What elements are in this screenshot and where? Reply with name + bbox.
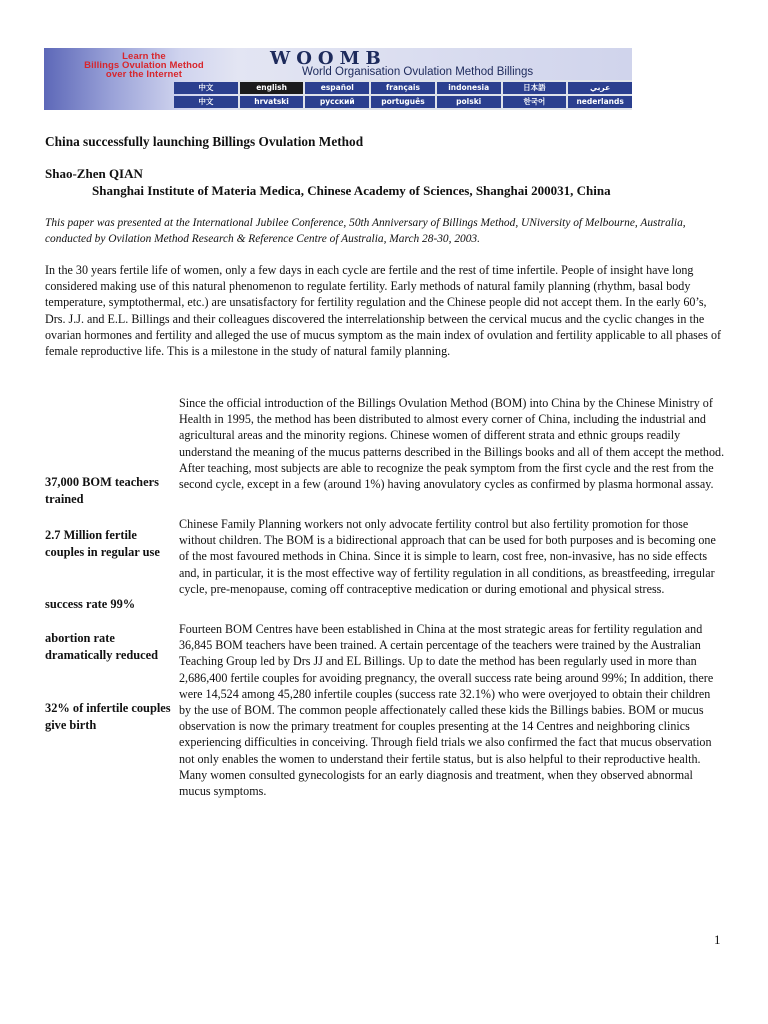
woomb-logo: WOOMB xyxy=(270,48,387,69)
language-english[interactable]: english xyxy=(240,82,304,94)
highlight-teachers-trained: 37,000 BOM teachers trained xyxy=(45,475,159,506)
language-portuguese[interactable]: português xyxy=(371,96,435,108)
highlight-success-rate: success rate 99% xyxy=(45,597,136,611)
language-russian[interactable]: русский xyxy=(305,96,369,108)
highlight-fertile-couples: 2.7 Million fertile couples in regular use xyxy=(45,528,160,559)
language-chinese-traditional[interactable]: 中文 xyxy=(174,96,238,108)
intro-paragraph: In the 30 years fertile life of women, only a few days in each cycle are fertile and the rest of time infertile. People of insight have long considered making use of this natural phenomenon to regulate fertility. Early methods of natural family planning (rhythm, basal body temperature, symptothermal, etc.) are unsatisfactory for fertility regulation and the Chinese people did not accept them. In the early 60’s, Drs. J.J. and E.L. Billings and their colleagues discovered the interrelationship between the cervical mucus and the cyclic changes in the ovarian hormones and fertility and alleged the use of mucus symptom as the main index of ovulation and fertility applicable to all phases of female reproductive life. This is a milestone in the study of natural family planning. xyxy=(45,263,722,359)
article-title: China successfully launching Billings Ovulation Method xyxy=(45,134,364,149)
author-name: Shao-Zhen QIAN xyxy=(45,166,143,181)
language-japanese[interactable]: 日本語 xyxy=(503,82,567,94)
language-french[interactable]: français xyxy=(371,82,435,94)
page-number: 1 xyxy=(714,932,721,947)
presentation-note: This paper was presented at the International Jubilee Conference, 50th Anniversary of Billings Method, UNiversity of Melbourne, Australia, conducted by Ovilation Method Research & Reference Centre of Australia, March 28-30, 2003. xyxy=(45,217,686,245)
language-korean[interactable]: 한국어 xyxy=(503,96,567,108)
language-arabic[interactable]: عربي xyxy=(568,82,632,94)
woomb-banner xyxy=(44,48,632,110)
body-paragraph-2: Chinese Family Planning workers not only advocate fertility control but also fertility promotion for those without children. The BOM is a bidirectional approach that can be used for both purposes and is becoming one of the most favoured methods in China. Since it is simple to learn, cost free, non-invasive, has no side effects and, in particular, it is the most effective way of fertility regulation in all conditions, as breastfeeding, irregular cycle, pre-menopause, coming off contraceptive medication or during emotional and physical stress. xyxy=(179,517,716,596)
language-dutch[interactable]: nederlands xyxy=(568,96,632,108)
highlight-abortion-rate: abortion rate dramatically reduced xyxy=(45,631,158,662)
language-chinese-simplified[interactable]: 中文 xyxy=(174,82,238,94)
banner-tagline: Learn the Billings Ovulation Method over the Internet xyxy=(84,51,204,80)
language-menu xyxy=(174,82,632,108)
body-paragraph-1: Since the official introduction of the Billings Ovulation Method (BOM) into China by the Chinese Ministry of Health in 1995, the method has been distributed to almost every corner of China, including the industrial and agricultural areas and the minority regions. Chinese women of different strata and ethnic groups readily understand the meaning of the mucus patterns described in the Billings books and all of them accept the method. After teaching, most subjects are able to recognize the peak symptom from the first cycle and the rest from the second cycle, except in a few (around 1%) having anovulatory cycles as confirmed by plasma hormonal assay. xyxy=(179,396,725,492)
language-indonesian[interactable]: indonesia xyxy=(437,82,501,94)
author-affiliation: Shanghai Institute of Materia Medica, Chinese Academy of Sciences, Shanghai 200031, China xyxy=(92,183,611,198)
body-paragraph-3: Fourteen BOM Centres have been established in China at the most strategic areas for fertility regulation and 36,845 BOM teachers have been trained. A certain percentage of the teachers were trained by the Australian Teaching Group led by Drs JJ and EL Billings. Up to date the method has been regularly used in more than 2,686,400 fertile couples for avoiding pregnancy, the overall success rate being around 99%; In addition, there were 14,524 among 45,280 infertile couples (success rate 32.1%) who were overjoyed to obtain their children by the use of BOM. The common people affectionately called these kids the Billings babies. BOM or mucus observation is now the primary treatment for couples presenting at the 14 Centres and neighboring clinics experiencing difficulties in conceiving. Through field trials we also confirmed the fact that mucus observation not only enables the women to understand their fertile status, but is also helpful to their reproductive health. Many women consulted gynecologists for an early diagnosis and treatment, when they observed abnormal mucus symptoms. xyxy=(179,622,714,799)
language-polish[interactable]: polski xyxy=(437,96,501,108)
highlight-infertile-couples: 32% of infertile couples give birth xyxy=(45,701,171,732)
language-croatian[interactable]: hrvatski xyxy=(240,96,304,108)
organisation-name: World Organisation Ovulation Method Billings xyxy=(302,66,534,78)
language-spanish[interactable]: español xyxy=(305,82,369,94)
